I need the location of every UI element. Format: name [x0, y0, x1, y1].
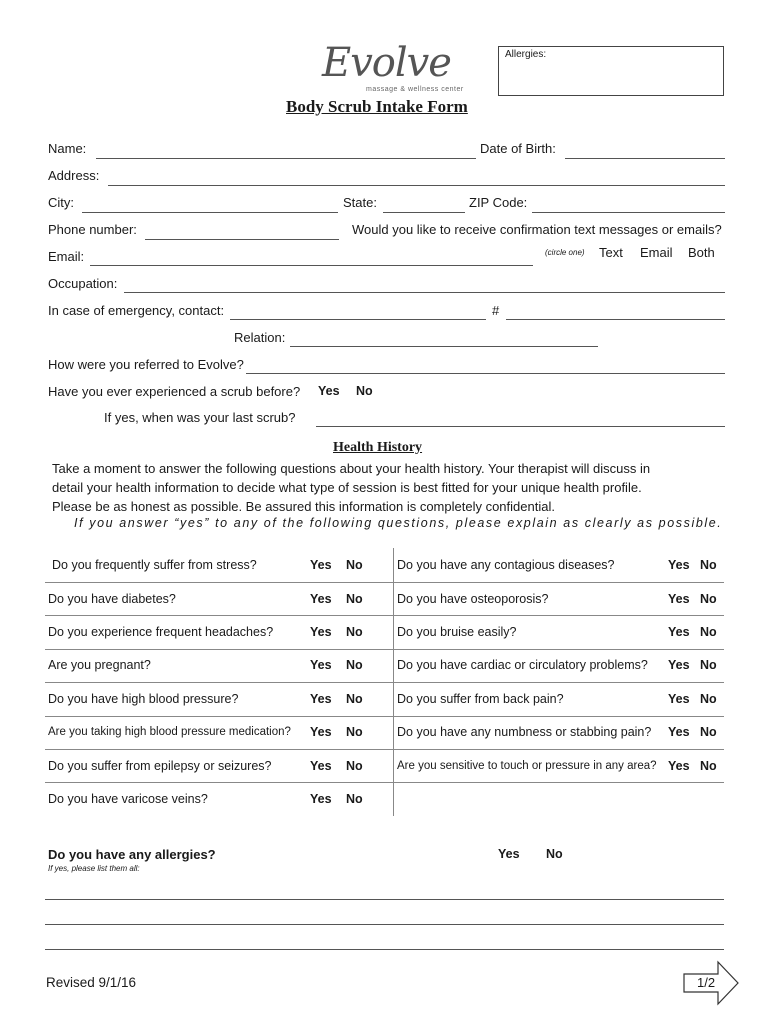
- health-history-title: Health History: [333, 440, 423, 455]
- blood-pressure-no[interactable]: No: [346, 692, 363, 706]
- question-osteoporosis: Do you have osteoporosis?: [397, 592, 549, 606]
- question-headaches: Do you experience frequent headaches?: [48, 625, 274, 639]
- cardiac-no[interactable]: No: [700, 658, 717, 672]
- option-text[interactable]: Text: [599, 245, 623, 260]
- numbness-yes[interactable]: Yes: [668, 725, 690, 739]
- contagious-no[interactable]: No: [700, 558, 717, 572]
- row-divider: [45, 749, 724, 750]
- back-pain-no[interactable]: No: [700, 692, 717, 706]
- question-sensitive: Are you sensitive to touch or pressure in any area?: [397, 760, 657, 772]
- epilepsy-yes[interactable]: Yes: [310, 759, 332, 773]
- osteoporosis-yes[interactable]: Yes: [668, 592, 690, 606]
- scrub-no[interactable]: No: [356, 384, 373, 398]
- logo: Evolve: [322, 40, 451, 86]
- dob-field[interactable]: [565, 158, 725, 159]
- referred-label: How were you referred to Evolve?: [48, 357, 244, 372]
- question-diabetes: Do you have diabetes?: [48, 592, 176, 606]
- name-label: Name:: [48, 141, 87, 156]
- row-divider: [45, 716, 724, 717]
- referred-field[interactable]: [246, 373, 725, 374]
- health-intro-2: detail your health information to decide what type of session is best fitted for your unique health profile.: [52, 480, 642, 495]
- zip-field[interactable]: [532, 212, 725, 213]
- bp-medication-no[interactable]: No: [346, 725, 363, 739]
- stress-yes[interactable]: Yes: [310, 558, 332, 572]
- headaches-no[interactable]: No: [346, 625, 363, 639]
- occupation-field[interactable]: [124, 292, 725, 293]
- address-label: Address:: [48, 168, 100, 183]
- last-scrub-field[interactable]: [316, 426, 725, 427]
- question-back-pain: Do you suffer from back pain?: [397, 692, 564, 706]
- contagious-yes[interactable]: Yes: [668, 558, 690, 572]
- question-cardiac: Do you have cardiac or circulatory problems?: [397, 658, 648, 672]
- blood-pressure-yes[interactable]: Yes: [310, 692, 332, 706]
- question-epilepsy: Do you suffer from epilepsy or seizures?: [48, 759, 272, 773]
- form-title: Body Scrub Intake Form: [286, 97, 468, 116]
- state-label: State:: [343, 195, 377, 210]
- varicose-yes[interactable]: Yes: [310, 792, 332, 806]
- emergency-label: In case of emergency, contact:: [48, 303, 225, 318]
- question-varicose: Do you have varicose veins?: [48, 792, 208, 806]
- bruise-yes[interactable]: Yes: [668, 625, 690, 639]
- phone-label: Phone number:: [48, 222, 137, 237]
- allergies-line-2[interactable]: [45, 924, 724, 925]
- bruise-no[interactable]: No: [700, 625, 717, 639]
- address-field[interactable]: [108, 185, 725, 186]
- zip-label: ZIP Code:: [469, 195, 528, 210]
- option-both[interactable]: Both: [688, 245, 715, 260]
- osteoporosis-no[interactable]: No: [700, 592, 717, 606]
- diabetes-yes[interactable]: Yes: [310, 592, 332, 606]
- city-label: City:: [48, 195, 74, 210]
- scrub-before-label: Have you ever experienced a scrub before?: [48, 384, 301, 399]
- question-contagious: Do you have any contagious diseases?: [397, 558, 615, 572]
- health-intro-1: Take a moment to answer the following questions about your health history. Your therapist will discuss in: [52, 461, 651, 476]
- allergies-no[interactable]: No: [546, 847, 563, 861]
- question-bp-medication: Are you taking high blood pressure medication?: [48, 726, 291, 738]
- stress-no[interactable]: No: [346, 558, 363, 572]
- question-numbness: Do you have any numbness or stabbing pain?: [397, 725, 652, 739]
- row-divider: [45, 649, 724, 650]
- question-blood-pressure: Do you have high blood pressure?: [48, 692, 239, 706]
- page-number: 1/2: [697, 975, 716, 990]
- occupation-label: Occupation:: [48, 276, 118, 291]
- name-field[interactable]: [96, 158, 476, 159]
- sensitive-yes[interactable]: Yes: [668, 759, 690, 773]
- pregnant-yes[interactable]: Yes: [310, 658, 332, 672]
- state-field[interactable]: [383, 212, 465, 213]
- allergies-box[interactable]: [498, 46, 724, 96]
- health-intro-3: Please be as honest as possible. Be assured this information is completely confidential.: [52, 499, 555, 514]
- allergies-box-label: Allergies:: [505, 49, 547, 60]
- revised-date: Revised 9/1/16: [46, 975, 137, 990]
- headaches-yes[interactable]: Yes: [310, 625, 332, 639]
- relation-label: Relation:: [234, 330, 286, 345]
- question-stress: Do you frequently suffer from stress?: [52, 558, 257, 572]
- circle-one-hint: (circle one): [545, 248, 585, 257]
- emergency-phone-field[interactable]: [506, 319, 725, 320]
- row-divider: [45, 615, 724, 616]
- phone-field[interactable]: [145, 239, 339, 240]
- scrub-yes[interactable]: Yes: [318, 384, 340, 398]
- allergies-list-hint: If yes, please list them all:: [48, 864, 140, 873]
- hash-label: #: [492, 303, 500, 318]
- question-bruise: Do you bruise easily?: [397, 625, 517, 639]
- logo-tagline: massage & wellness center: [366, 86, 464, 93]
- row-divider: [45, 582, 724, 583]
- allergies-line-3[interactable]: [45, 949, 724, 950]
- allergies-yes[interactable]: Yes: [498, 847, 520, 861]
- epilepsy-no[interactable]: No: [346, 759, 363, 773]
- cardiac-yes[interactable]: Yes: [668, 658, 690, 672]
- diabetes-no[interactable]: No: [346, 592, 363, 606]
- email-label: Email:: [48, 249, 85, 264]
- back-pain-yes[interactable]: Yes: [668, 692, 690, 706]
- health-emphasis: If you answer “yes” to any of the following questions, please explain as clearly as possible.: [74, 516, 723, 530]
- email-field[interactable]: [90, 265, 533, 266]
- dob-label: Date of Birth:: [480, 141, 556, 156]
- city-field[interactable]: [82, 212, 338, 213]
- allergies-question: Do you have any allergies?: [48, 847, 216, 862]
- bp-medication-yes[interactable]: Yes: [310, 725, 332, 739]
- confirm-question: Would you like to receive confirmation text messages or emails?: [352, 222, 722, 237]
- relation-field[interactable]: [290, 346, 598, 347]
- allergies-line-1[interactable]: [45, 899, 724, 900]
- sensitive-no[interactable]: No: [700, 759, 717, 773]
- pregnant-no[interactable]: No: [346, 658, 363, 672]
- emergency-contact-field[interactable]: [230, 319, 486, 320]
- numbness-no[interactable]: No: [700, 725, 717, 739]
- question-pregnant: Are you pregnant?: [48, 658, 151, 672]
- row-divider: [45, 682, 724, 683]
- last-scrub-label: If yes, when was your last scrub?: [104, 410, 296, 425]
- varicose-no[interactable]: No: [346, 792, 363, 806]
- option-email[interactable]: Email: [640, 245, 673, 260]
- row-divider: [45, 782, 724, 783]
